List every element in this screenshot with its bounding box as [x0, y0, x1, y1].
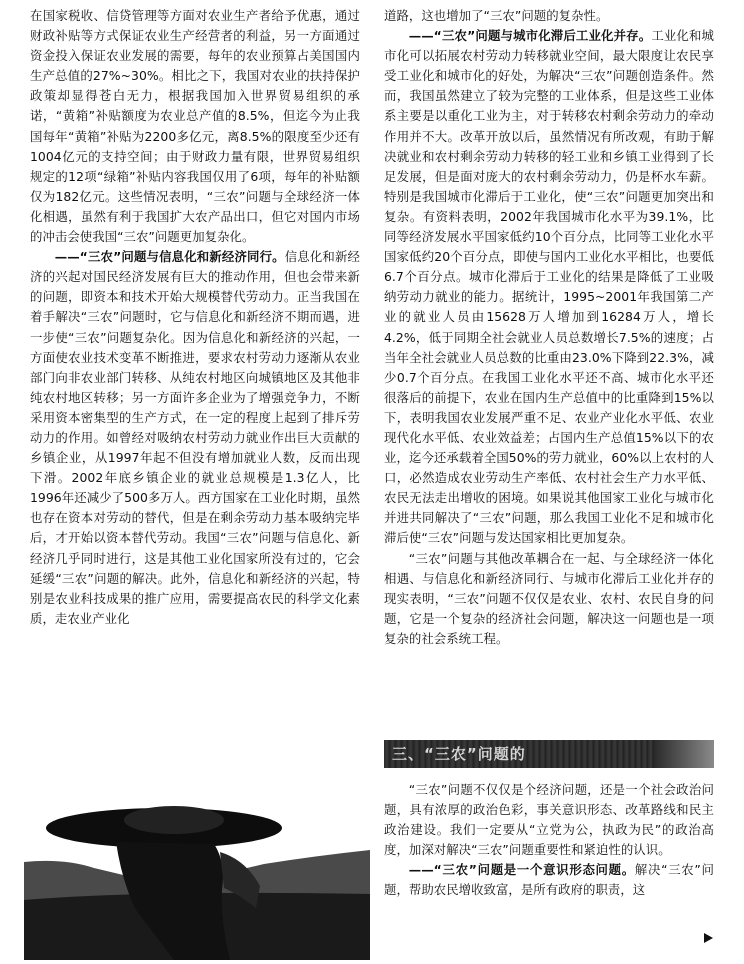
section-heading-bar: [384, 740, 714, 768]
paragraph-body: 解决“三农”问题，帮助农民增收致富，是所有政府的职责，这: [384, 862, 714, 898]
right-column: [384, 6, 714, 649]
left-column: [30, 6, 360, 629]
photo-image: [24, 790, 370, 960]
heading-bar-gradient: [654, 740, 714, 768]
paragraph: “三农”问题不仅仅是个经济问题，还是一个社会政治问题，具有浓厚的政治色彩，事关意识形态、改革路线和民主政治建设。我们一定要从“立党为公，执政为民”的政治高度，加深对解决“三农”问题重要性和紧迫性的认识。: [384, 782, 714, 858]
paragraph-lead: ——“三农”问题与城市化滞后工业化并存。: [408, 28, 652, 44]
paragraph-lead: ——“三农”问题与信息化和新经济同行。: [54, 249, 285, 265]
paragraph: [30, 247, 360, 629]
paragraph-lead: ——“三农”问题是一个意识形态问题。: [408, 862, 635, 878]
paragraph: “三农”问题与其他改革耦合在一起、与全球经济一体化相遇、与信息化和新经济同行、与城市化滞后工业化并存的现实表明，“三农”问题不仅仅是农业、农村、农民自身的问题，它是一个复杂的经济社会问题，解决这一问题也是一项复杂的社会系统工程。: [384, 550, 714, 646]
paragraph: 道路，这也增加了“三农”问题的复杂性。: [384, 8, 609, 23]
continue-arrow-icon: [704, 933, 713, 943]
right-column-lower: [384, 780, 714, 901]
paragraph: [384, 860, 714, 900]
paragraph: [384, 26, 714, 548]
paragraph: 在国家税收、信贷管理等方面对农业生产者给予优惠，通过财政补贴等方式保证农业生产经营者的利益，另一方面通过资金投入保证农业发展的需要，每年的农业预算占美国国内生产总值的27%~30%。相比之下，我国对农业的扶持保护政策却显得苍白无力，根据我国加入世界贸易组织的承诺，“黄箱”补贴额度为农业总产值的8.5%，但迄今为止我国每年“黄箱”补贴为2200多亿元，离8.5%的限度至少还有1004亿元的支持空间；由于财政力量有限，世界贸易组织规定的12项“绿箱”补贴内容我国仅用了6项，每年的补贴额仅为182亿元。这些情况表明，“三农”问题与全球经济一体化相遇，虽然有利于我国扩大农产品出口，但它对国内市场的冲击会使我国“三农”问题更加复杂化。: [30, 8, 360, 245]
paragraph-body: 信息化和新经济的兴起对国民经济发展有巨大的推动作用，但也会带来新的问题，即资本和技术开始大规模替代劳动力。正当我国在着手解决“三农”问题时，它与信息化和新经济不期而遇，进一步使“三农”问题复杂化。因为信息化和新经济的兴起，一方面使农业技术变革不断推进，要求农村劳动力逐渐从农业部门向非农业部门转移、从纯农村地区向城镇地区及其他非纯农村地区转移；另一方面许多企业为了增强竞争力，不断采用资本密集型的生产方式，在一定的程度上起到了排斥劳动力的作用。如曾经对吸纳农村劳动力就业作出巨大贡献的乡镇企业，从1997年起不但没有增加就业人数，反而出现下滑。2002年底乡镇企业的就业总规模是1.3亿人，比1996年还减少了500多万人。西方国家在工业化时期，虽然也存在资本对劳动的替代，但是在剩余劳动力基本吸纳完毕后，才开始以资本替代劳动。我国“三农”问题与信息化、新经济几乎同时进行，这是其他工业化国家所没有过的，它会延缓“三农”问题的解决。此外，信息化和新经济的兴起，特别是农业科技成果的推广应用，需要提高农民的科学文化素质，走农业产业化: [30, 249, 360, 626]
section-heading: 三、“三农”问题的: [392, 745, 526, 763]
photo: [24, 790, 370, 960]
paragraph-body: 工业化和城市化可以拓展农村劳动力转移就业空间，最大限度让农民享受工业化和城市化的好处，为解决“三农”问题创造条件。然而，我国虽然建立了较为完整的工业体系，但是这些工业体系主要是以重化工业为主，对于转移农村剩余劳动力的牵动作用并不大。改革开放以后，虽然情况有所改观，有助于解决就业和农村剩余劳动力转移的轻工业和乡镇工业得到了长足发展，但是面对庞大的农村剩余劳动力，仍是杯水车薪。特别是我国城市化滞后于工业化，使“三农”问题更加突出和复杂。有资料表明，2002年我国城市化水平为39.1%，比同等经济发展水平国家低约10个百分点，比同等工业化水平国家低约20个百分点，即使与国内工业化水平相比，也要低6.7个百分点。城市化滞后于工业化的结果是降低了工业吸纳劳动力就业的能力。据统计，1995~2001年我国第二产业的就业人员由15628万人增加到16284万人，增长4.2%，低于同期全社会就业人员总数增长7.5%的速度；占当年全社会就业人员总数的比重由23.0%下降到22.3%，减少0.7个百分点。在我国工业化水平还不高、城市化水平还很落后的前提下，农业在国内生产总值中的比重降到15%以下，表明我国农业发展严重不足、农业产业化水平低、农业现代化水平低、农业效益差；占国内生产总值15%以下的农业，迄今还承载着全国50%的劳力就业，60%以上农村的人口，必然造成农业劳动生产率低、农村社会生产力水平低、农民无法走出增收的困境。如果说其他国家工业化与城市化并进共同解决了“三农”问题，那么我国工业化不足和城市化滞后使“三农”问题与发达国家相比更加复杂。: [384, 28, 715, 546]
